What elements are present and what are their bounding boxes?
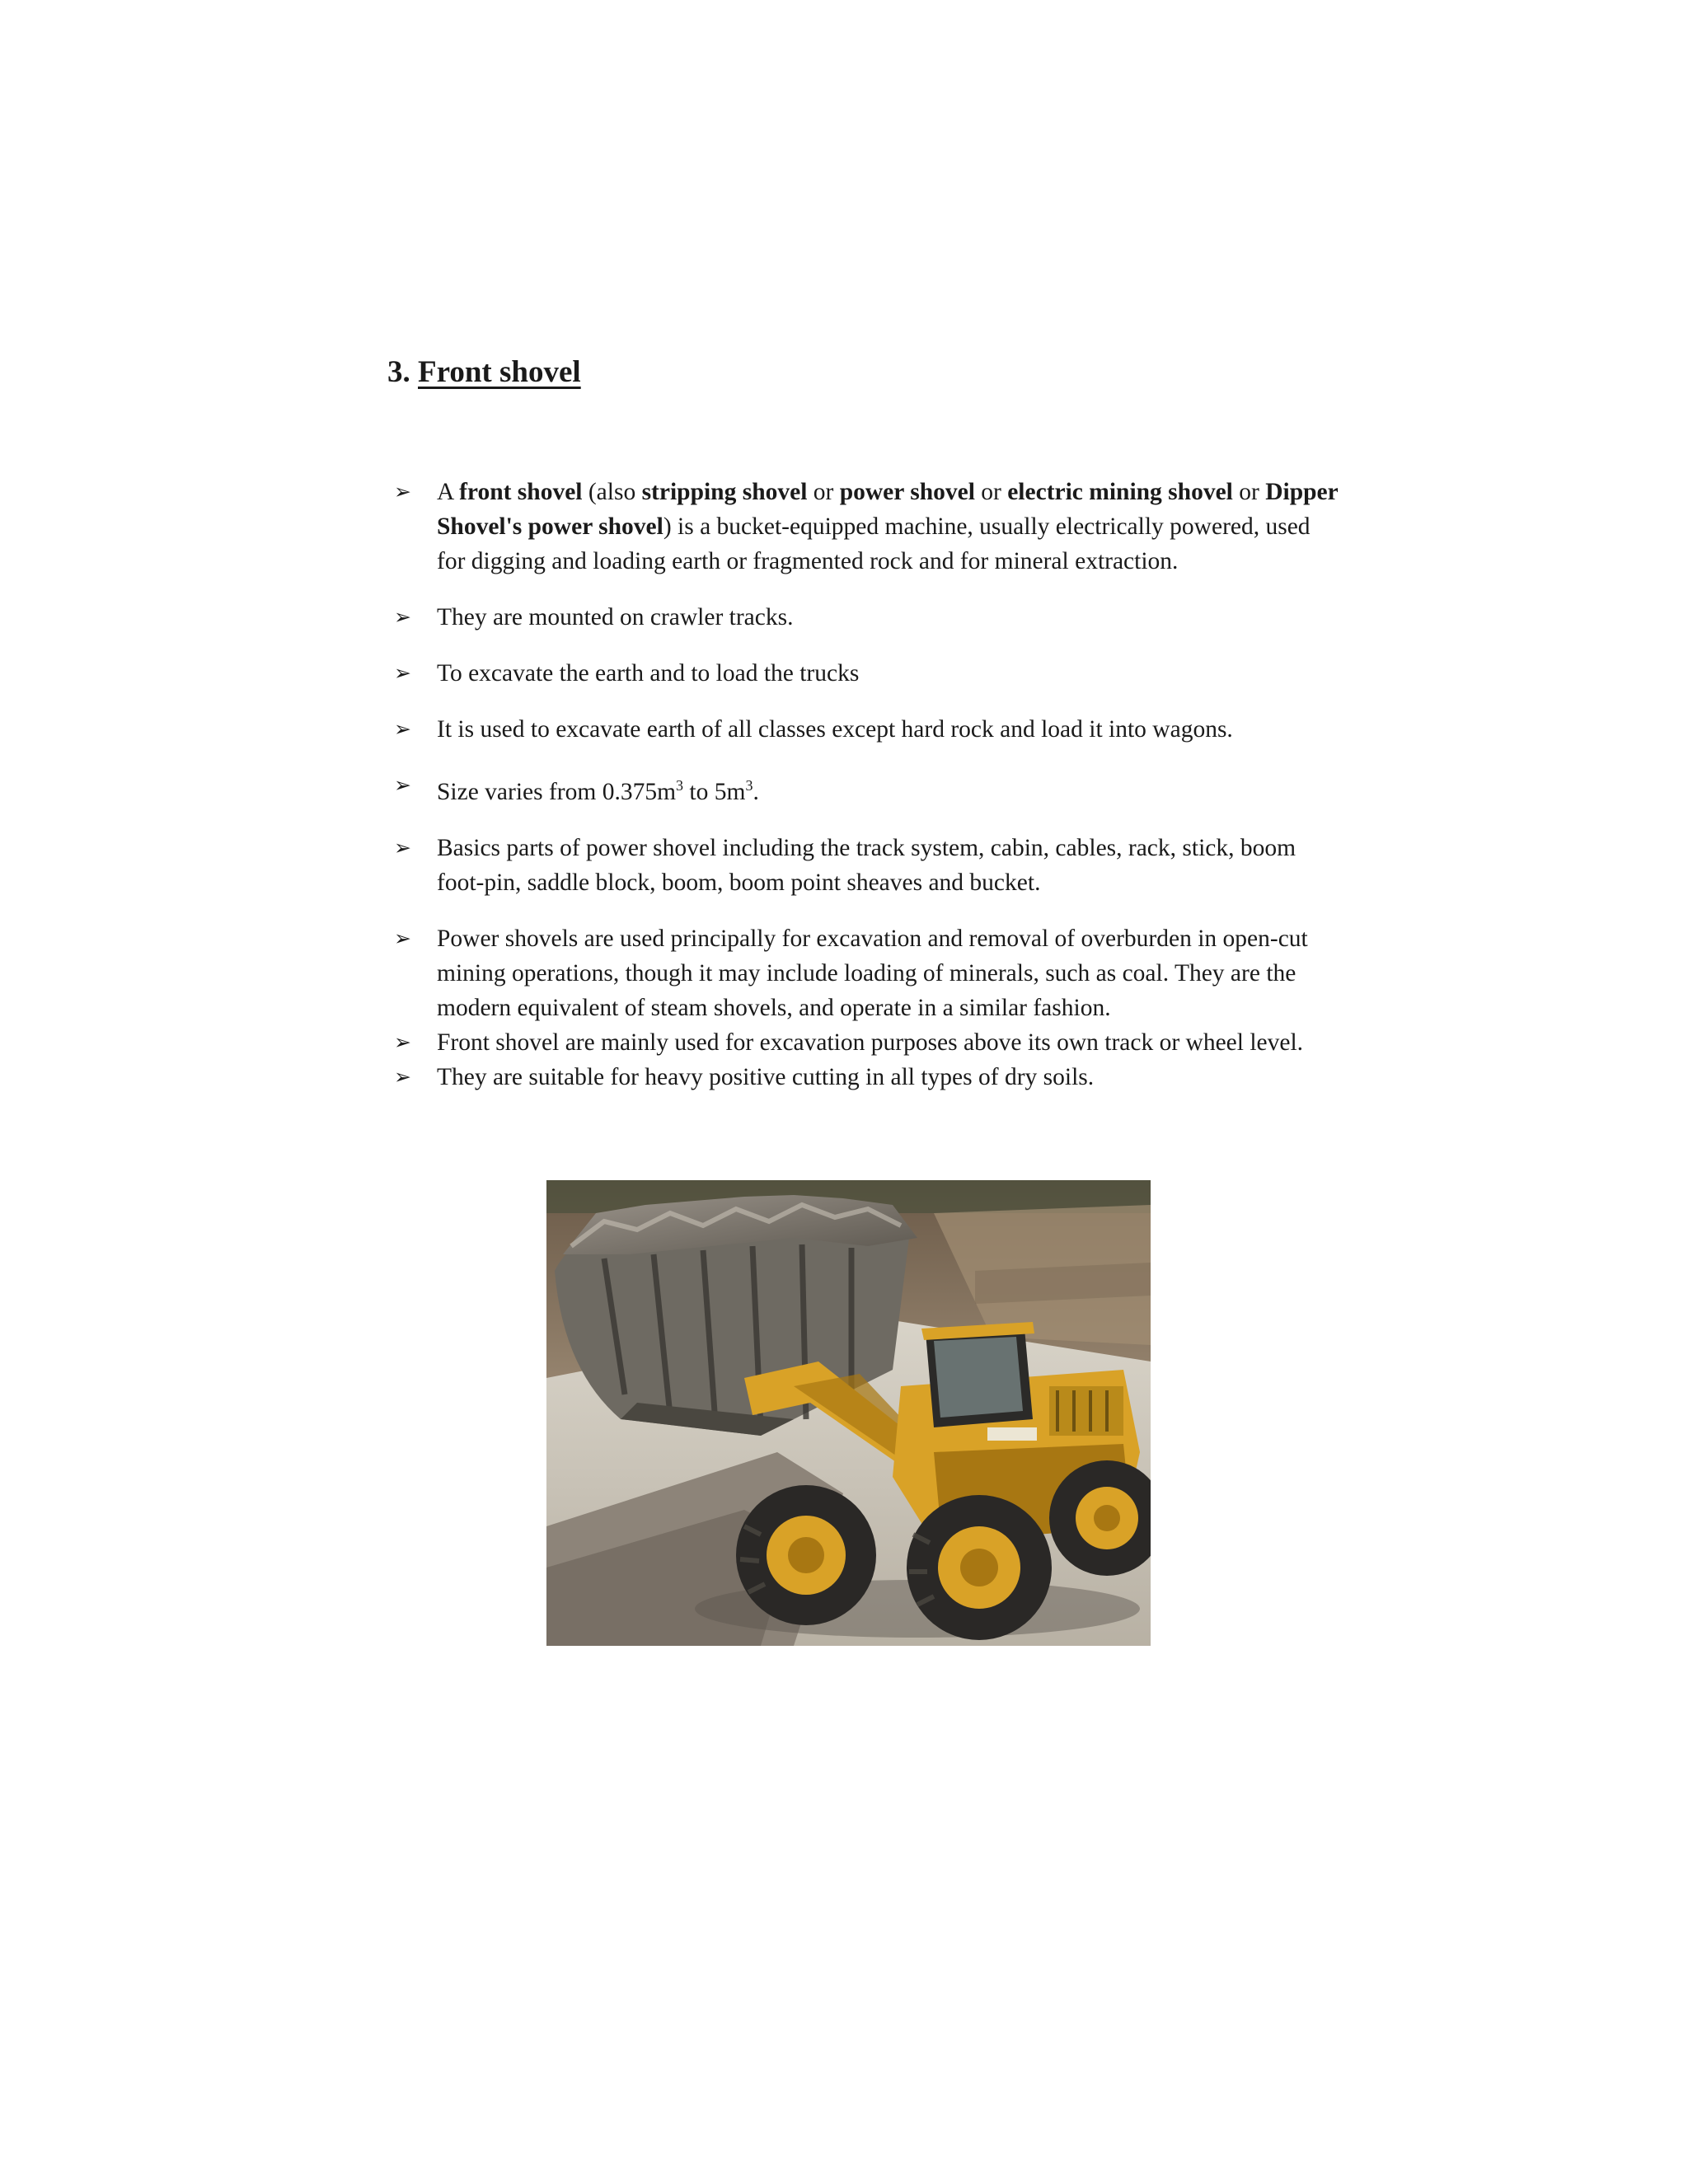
bullet-text: Basics parts of power shovel including the track system, cabin, cables, rack, stick, boom foot-pin, saddle block, boom, boom point sheaves and bucket. xyxy=(437,834,1296,896)
wheel-loader-photo xyxy=(546,1180,1151,1646)
bullet-item-usage xyxy=(387,921,1343,1025)
bullet-item-size xyxy=(387,768,1343,809)
bullet-text: Front shovel are mainly used for excavation purposes above its own track or wheel level. xyxy=(437,1029,1304,1056)
bullet-item-purpose xyxy=(387,656,1343,691)
bullet-text: To excavate the earth and to load the trucks xyxy=(437,660,860,687)
arrow-bullet-icon: ➢ xyxy=(394,926,411,950)
bullet-text: Size varies from $0.375m^3$ to $5m^3$. xyxy=(437,777,759,805)
arrow-bullet-icon: ➢ xyxy=(394,1029,411,1054)
arrow-bullet-icon: ➢ xyxy=(394,605,411,629)
bullet-text: It is used to excavate earth of all classes except hard rock and load it into wagons. xyxy=(437,716,1233,743)
bullet-text: They are mounted on crawler tracks. xyxy=(437,604,794,630)
bullet-text: They are suitable for heavy positive cutting in all types of dry soils. xyxy=(437,1063,1095,1090)
section-title: Front shovel xyxy=(418,355,581,389)
arrow-bullet-icon: ➢ xyxy=(394,835,411,860)
section-heading xyxy=(387,353,581,392)
bullet-item-soil-classes xyxy=(387,712,1343,747)
bullet-item-level xyxy=(387,1025,1343,1060)
bullet-item-soils xyxy=(387,1060,1343,1094)
arrow-bullet-icon: ➢ xyxy=(394,773,411,797)
bullet-item-tracks xyxy=(387,600,1343,635)
bullet-item-definition xyxy=(387,475,1343,579)
bullet-text: Power shovels are used principally for excavation and removal of overburden in open-cut mining operations, though it may include loading of minerals, such as coal. They are the modern equivalent of steam shovels, and operate in a similar fashion. xyxy=(437,925,1308,1021)
arrow-bullet-icon: ➢ xyxy=(394,480,411,504)
bullet-item-parts xyxy=(387,831,1343,900)
arrow-bullet-icon: ➢ xyxy=(394,661,411,685)
bullet-list xyxy=(387,475,1343,1094)
arrow-bullet-icon: ➢ xyxy=(394,717,411,741)
section-number: 3. xyxy=(387,355,410,389)
arrow-bullet-icon: ➢ xyxy=(394,1064,411,1089)
bullet-text: A front shovel (also stripping shovel or power shovel or electric mining shovel or Dipper Shovel's power shovel) is a bucket-equipped machine, usually electrically powered, used for digging and loading earth or fragmented rock and for mineral extraction. xyxy=(437,479,1339,574)
